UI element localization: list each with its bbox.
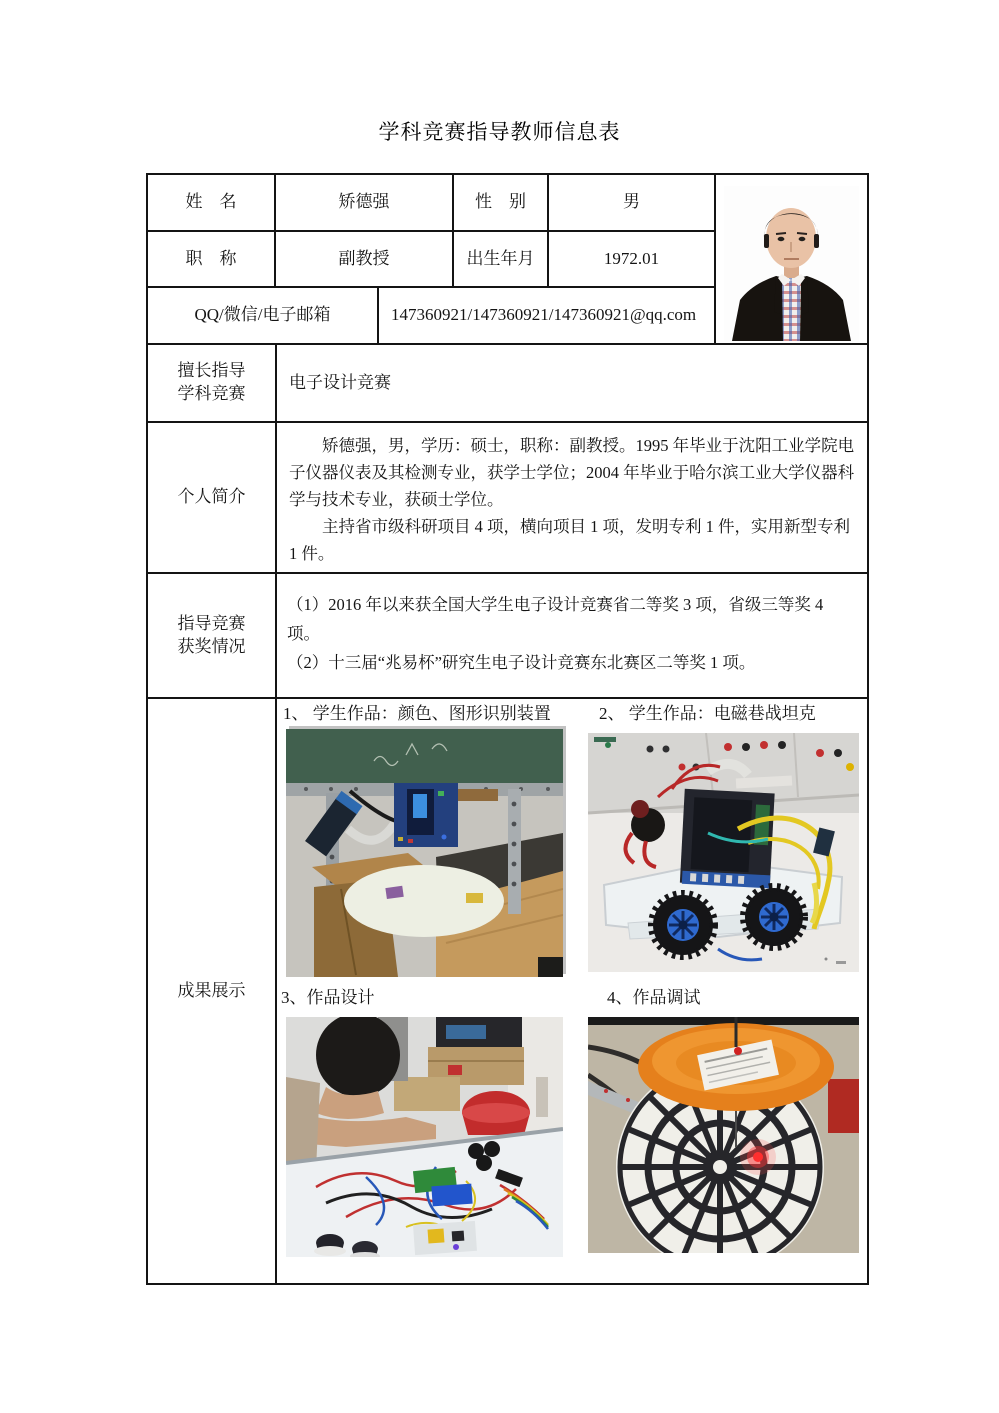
- award-item-2: （2）十三届“兆易杯”研究生电子设计竞赛东北赛区二等奖 1 项。: [287, 653, 756, 672]
- title-value: 副教授: [276, 232, 454, 288]
- name-value: 矫德强: [276, 175, 454, 232]
- awards-label-line2: 获奖情况: [177, 636, 246, 656]
- contact-value: 147360921/147360921/147360921@qq.com: [379, 288, 716, 345]
- title-label: 职 称: [148, 232, 276, 288]
- specialty-label-line2: 学科竞赛: [177, 384, 246, 403]
- specialty-label: [148, 345, 277, 423]
- teacher-photo-cell: [716, 175, 867, 345]
- specialty-value: 电子设计竞赛: [277, 345, 867, 423]
- birthdate-label: 出生年月: [454, 232, 549, 288]
- contact-label: QQ/微信/电子邮箱: [148, 288, 379, 345]
- gender-label: 性 别: [454, 175, 549, 232]
- bio-label: 个人简介: [148, 423, 277, 574]
- specialty-label-line1: 擅长指导: [177, 361, 246, 381]
- result-photo-color-shape-device: [286, 729, 563, 977]
- result-photo-work-design: [286, 1017, 563, 1257]
- page-title: 学科竞赛指导教师信息表: [378, 120, 621, 144]
- result-caption-2: 2、 学生作品：电磁巷战坦克: [599, 704, 816, 723]
- gender-value: 男: [549, 175, 716, 232]
- name-label: 姓 名: [148, 175, 276, 232]
- award-item-1: （1）2016 年以来获全国大学生电子设计竞赛省二等奖 3 项，省级三等奖 4 项。: [287, 595, 824, 643]
- bio-paragraph-2: 主持省市级科研项目 4 项，横向项目 1 项，发明专利 1 件，实用新型专利 1 件。: [289, 517, 850, 563]
- result-photo-work-debugging: [588, 1017, 859, 1253]
- awards-label: [148, 574, 277, 699]
- teacher-photo: [724, 186, 859, 341]
- bio-paragraph-1: 矫德强，男，学历：硕士，职称：副教授。1995 年毕业于沈阳工业学院电子仪器仪表及其检测专业，获学士学位；2004 年毕业于哈尔滨工业大学仪器科学与技术专业，获硕士学位。: [289, 436, 855, 509]
- info-table: [146, 173, 869, 1285]
- result-photo-electromagnetic-tank: [588, 733, 859, 972]
- result-caption-4: 4、作品调试: [607, 988, 701, 1007]
- awards-label-line1: 指导竞赛: [177, 613, 246, 633]
- bio-content: [277, 423, 867, 574]
- result-caption-3: 3、作品设计: [281, 988, 375, 1007]
- birthdate-value: 1972.01: [549, 232, 716, 288]
- result-caption-1: 1、 学生作品：颜色、图形识别装置: [283, 704, 551, 723]
- awards-content: [277, 574, 867, 699]
- results-content: [277, 699, 867, 1283]
- results-label: 成果展示: [148, 699, 277, 1283]
